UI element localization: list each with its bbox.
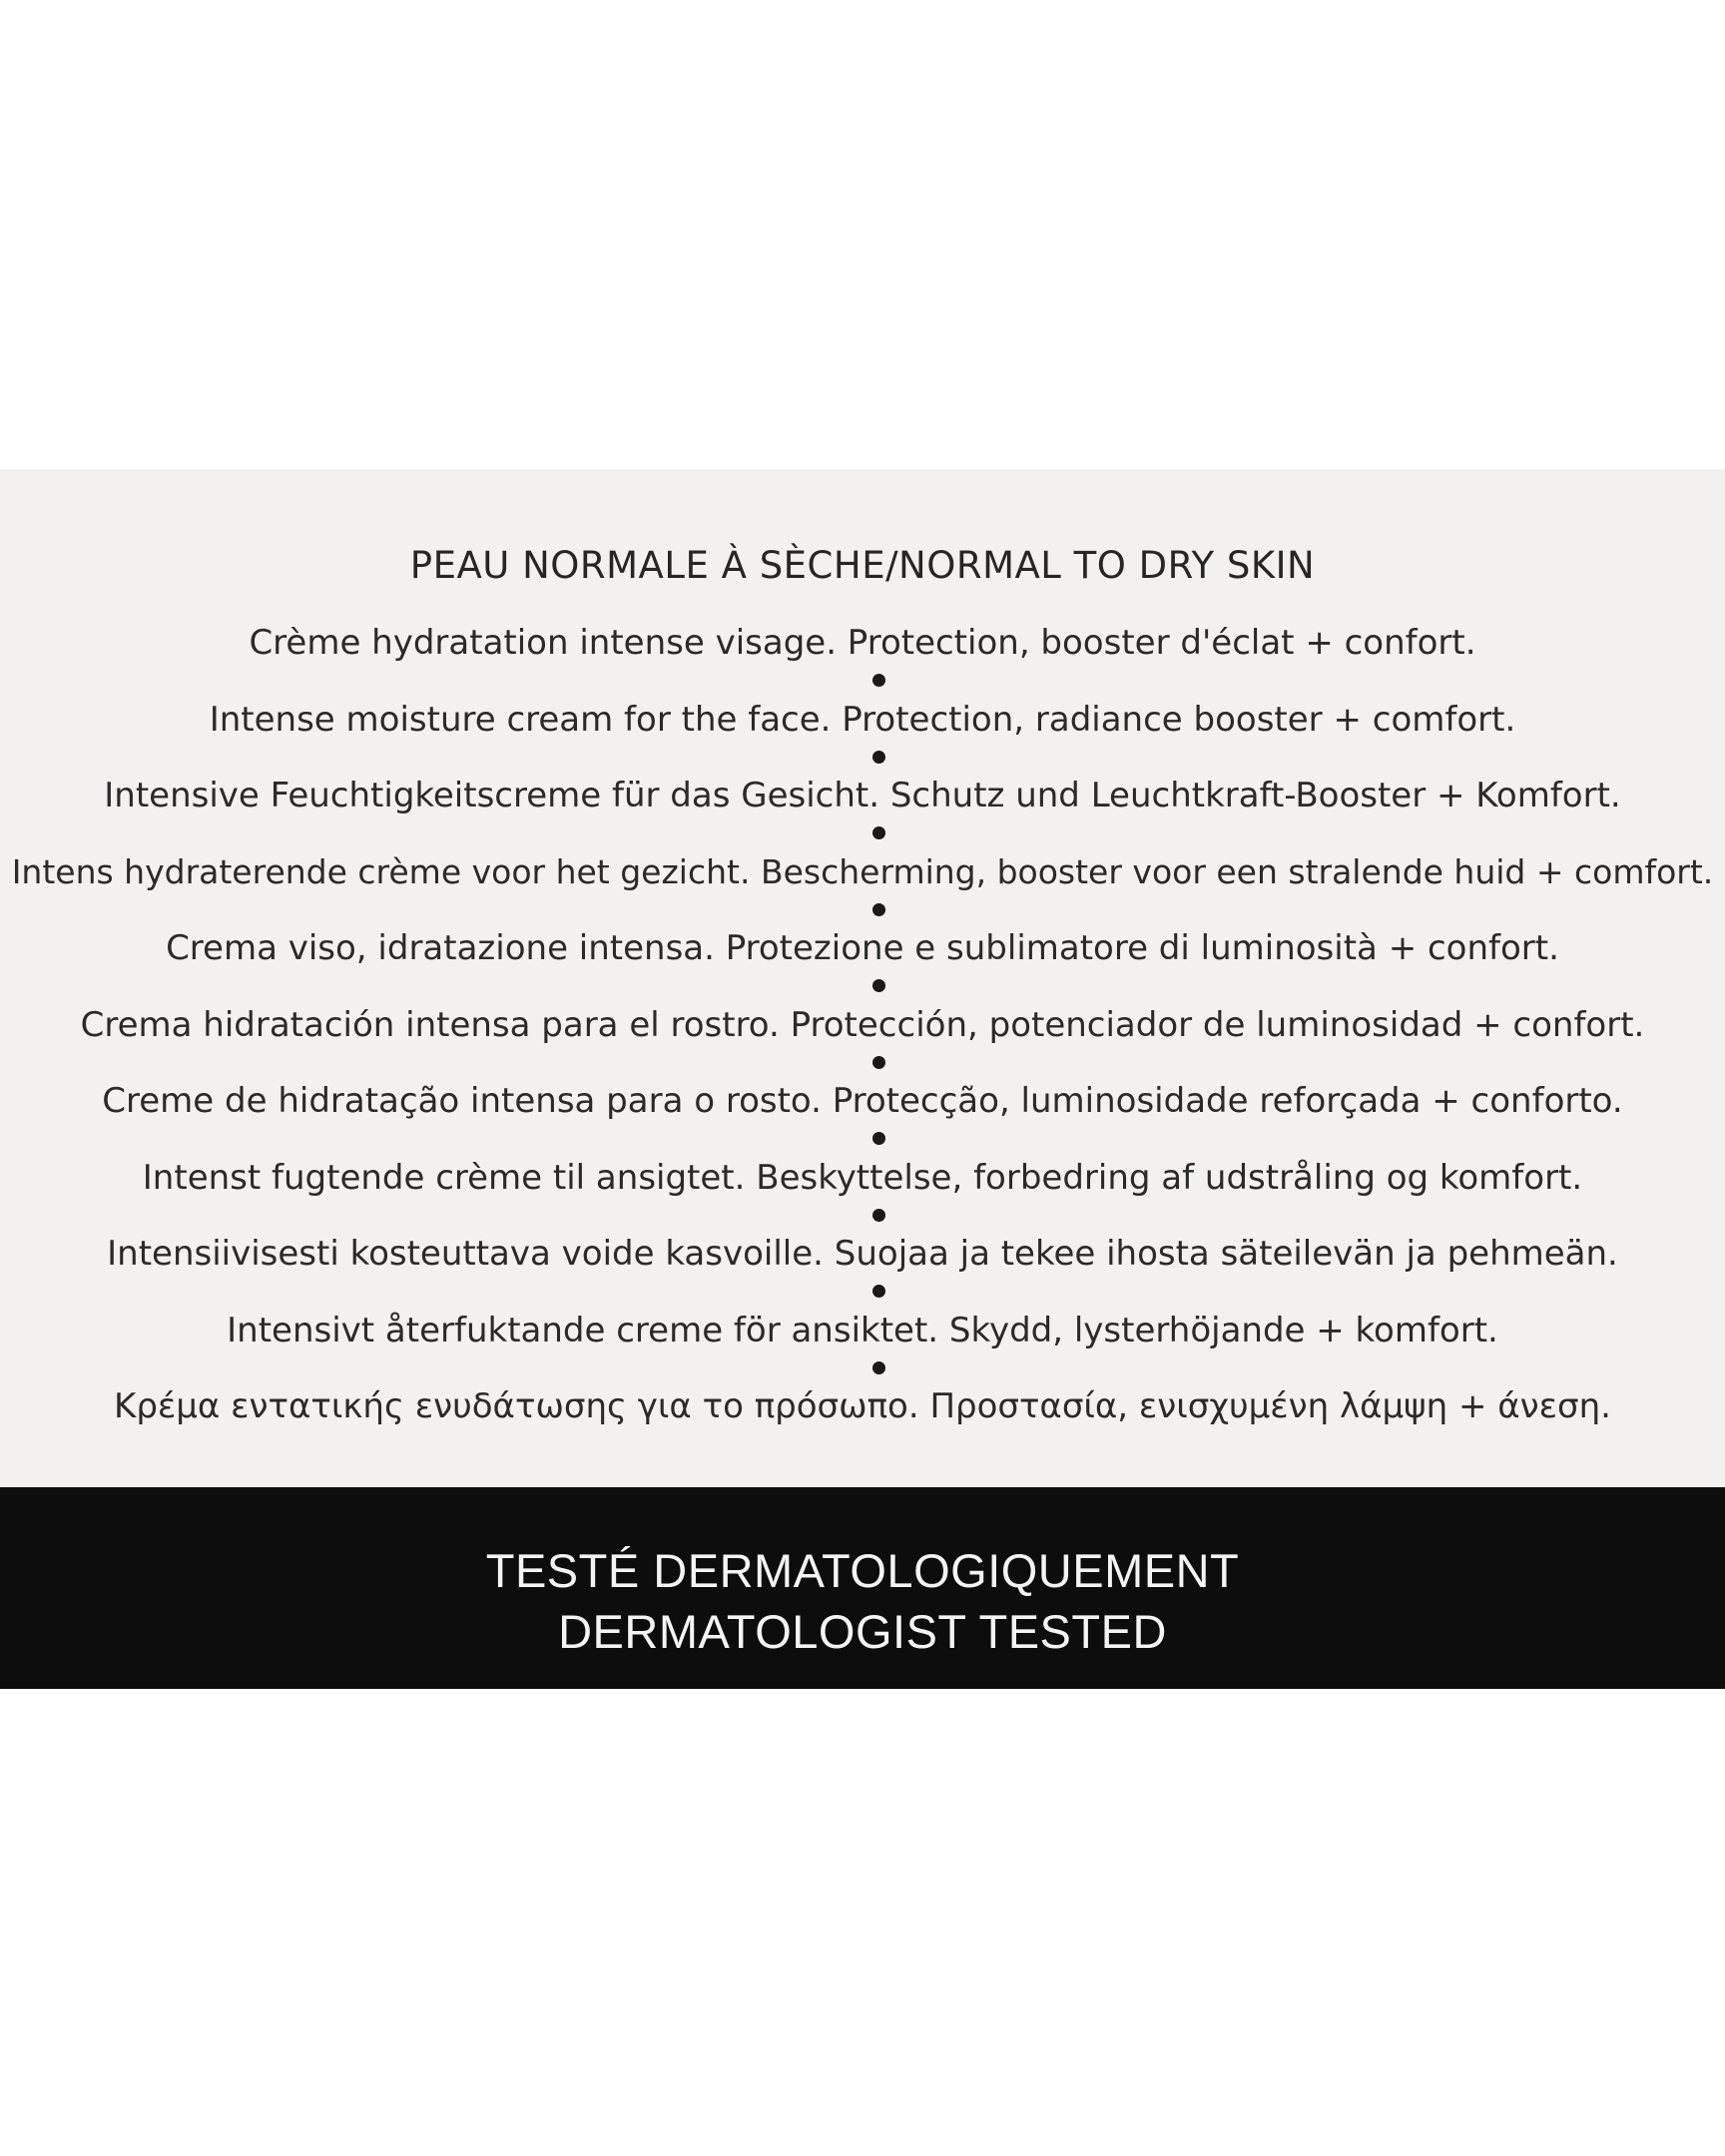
description-line (0, 1003, 1725, 1080)
bullet-dot-icon (872, 826, 885, 839)
description-text-it: Crema viso, idratazione intensa. Protezione e sublimatore di luminosità + confort. (166, 928, 1559, 968)
skin-type-heading: PEAU NORMALE À SÈCHE/NORMAL TO DRY SKIN (409, 544, 1316, 587)
description-text-en: Intense moisture cream for the face. Protection, radiance booster + comfort. (209, 699, 1516, 740)
description-line (0, 774, 1725, 850)
description-text-da: Intenst fugtende crème til ansigtet. Beskyttelse, forbedring af udstråling og komfort. (142, 1157, 1583, 1198)
description-line (0, 926, 1725, 1003)
description-line (0, 698, 1725, 775)
description-text-sv: Intensivt återfuktande creme för ansiktet. Skydd, lysterhöjande + komfort. (227, 1310, 1498, 1350)
bullet-dot-icon (872, 751, 885, 764)
tested-claim-en: DERMATOLOGIST TESTED (558, 1605, 1167, 1658)
product-label-panel (0, 469, 1725, 1487)
bullet-dot-icon (872, 1209, 885, 1222)
bullet-dot-icon (872, 903, 885, 916)
description-text-pt: Creme de hidratação intensa para o rosto. Protecção, luminosidade reforçada + conforto. (102, 1081, 1623, 1121)
dermatologist-tested-band (0, 1487, 1725, 1689)
bullet-dot-icon (872, 1285, 885, 1298)
description-text-fi: Intensiivisesti kosteuttava voide kasvoille. Suojaa ja tekee ihosta säteilevän ja pehmeän. (107, 1234, 1618, 1274)
description-text-nl: Intens hydraterende crème voor het gezicht. Bescherming, booster voor een stralende huid + comfort. (11, 851, 1714, 891)
tested-claim-fr: TESTÉ DERMATOLOGIQUEMENT (485, 1544, 1240, 1597)
description-line (0, 621, 1725, 698)
description-line (0, 1156, 1725, 1233)
bullet-dot-icon (872, 674, 885, 687)
description-list (0, 621, 1725, 1461)
bullet-dot-icon (872, 1132, 885, 1145)
description-line (0, 1079, 1725, 1156)
description-line (0, 1384, 1725, 1461)
bullet-dot-icon (872, 979, 885, 992)
description-text-fr: Crème hydratation intense visage. Protection, booster d'éclat + confort. (249, 623, 1476, 663)
description-text-de: Intensive Feuchtigkeitscreme für das Gesicht. Schutz und Leuchtkraft-Booster + Komfort. (104, 776, 1621, 815)
description-line (0, 850, 1725, 927)
bullet-dot-icon (872, 1361, 885, 1374)
description-line (0, 1232, 1725, 1309)
description-text-el: Κρέμα εντατικής ενυδάτωσης για το πρόσωπο. Προστασία, ενισχυμένη λάμψη + άνεση. (114, 1386, 1611, 1426)
description-line (0, 1309, 1725, 1385)
bullet-dot-icon (872, 1056, 885, 1069)
description-text-es: Crema hidratación intensa para el rostro. Protección, potenciador de luminosidad + confort. (80, 1004, 1645, 1045)
